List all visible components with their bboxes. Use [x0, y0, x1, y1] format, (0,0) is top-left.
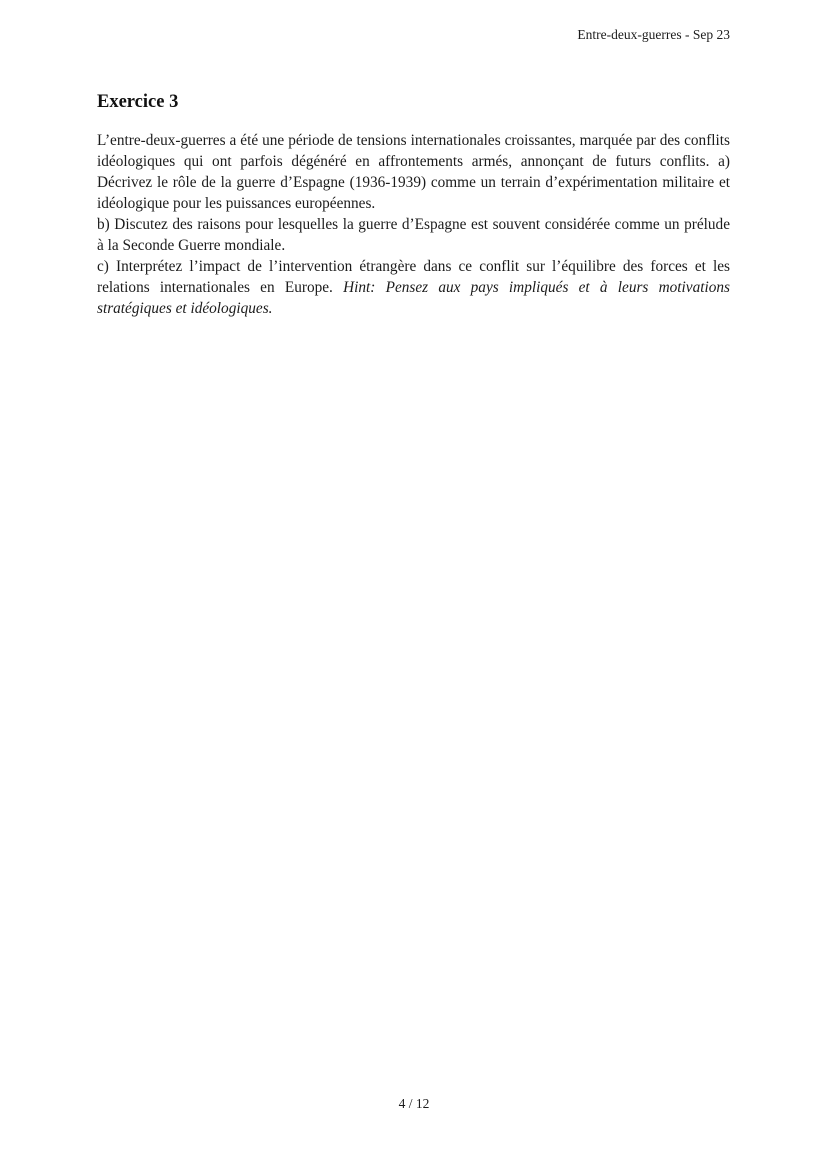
hint-text: Hint: Pensez aux pays impliqués et à leurs motivations stratégiques et idéologiques.: [97, 279, 730, 317]
page-title: Exercice 3: [97, 92, 179, 112]
exercise-part-b-paragraph: b) Discutez des raisons pour lesquelles la guerre d’Espagne est souvent considérée comme un prélude à la Seconde Guerre mondiale.: [97, 216, 730, 254]
exercise-body: [97, 130, 730, 319]
page-number: 4 / 12: [398, 1096, 430, 1111]
part-c-text: c) Interprétez l’impact de l’intervention étrangère dans ce conflit sur l’équilibre des forces et les relations internationales en Europe.: [97, 258, 730, 296]
exercise-intro-paragraph: L’entre-deux-guerres a été une période de tensions internationales croissantes, marquée par des conflits idéologiques qui ont parfois dégénéré en affrontements armés, annonçant de futurs conflits. a) Décrivez le rôle de la guerre d’Espagne (1936-1939) comme un terrain d’expérimentation militaire et idéologique pour les puissances européennes.: [97, 132, 730, 212]
header-course-label: Entre-deux-guerres - Sep 23: [577, 27, 730, 42]
exercise-part-c-paragraph: [97, 256, 730, 319]
